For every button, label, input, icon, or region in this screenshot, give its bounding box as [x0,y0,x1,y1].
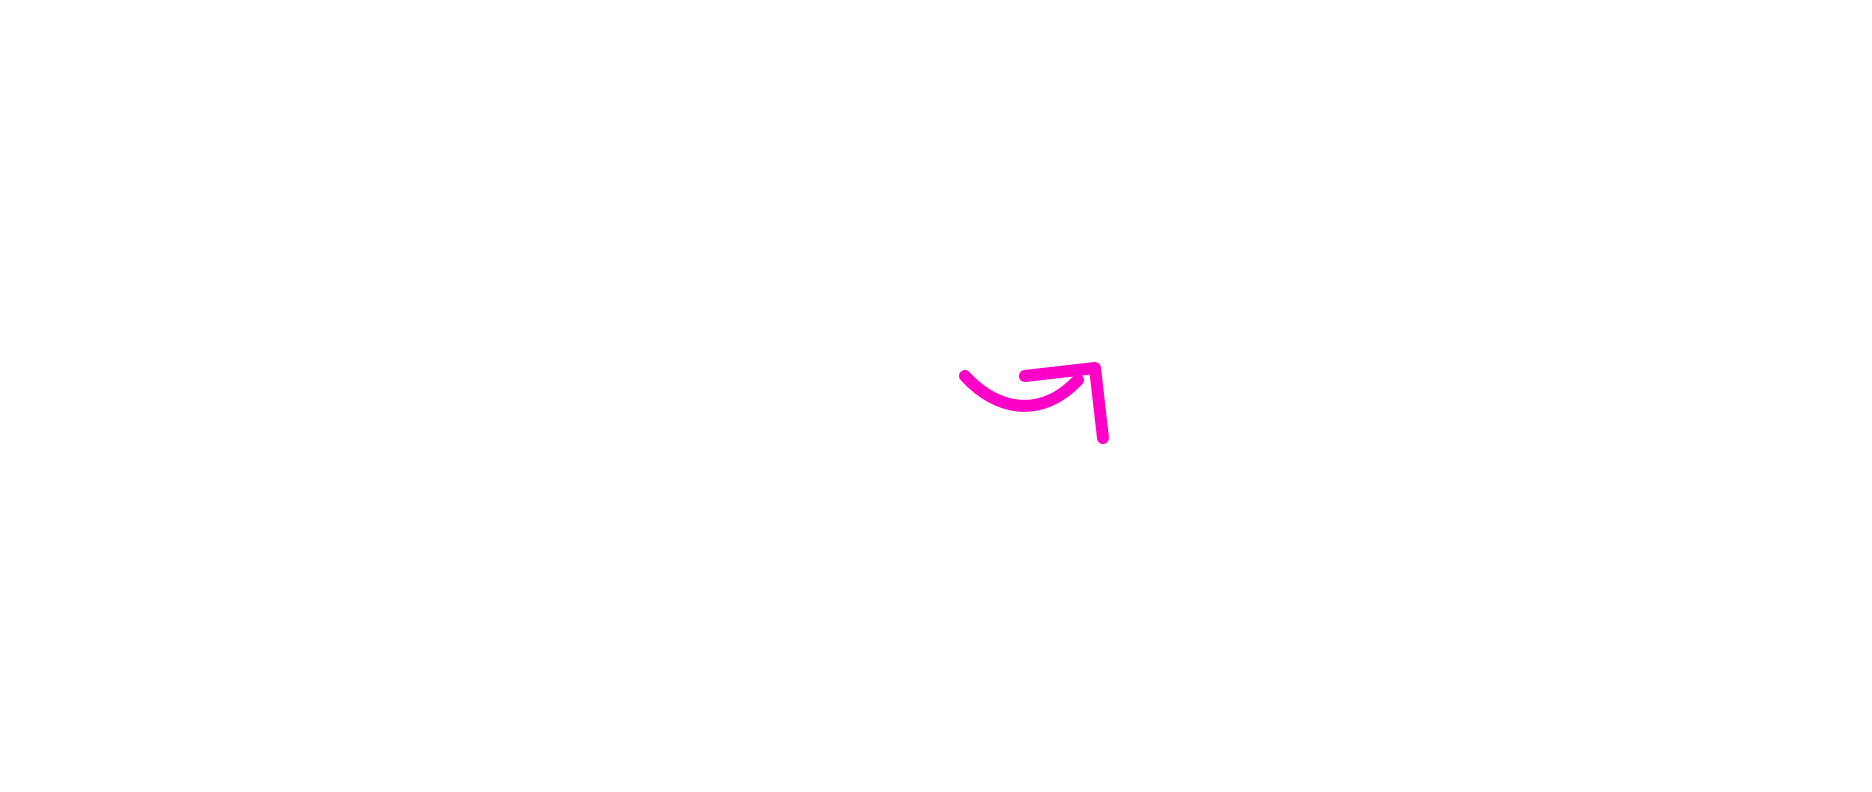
curved-arrow-svg [950,352,1120,456]
curved-arrow-icon [950,352,1120,456]
